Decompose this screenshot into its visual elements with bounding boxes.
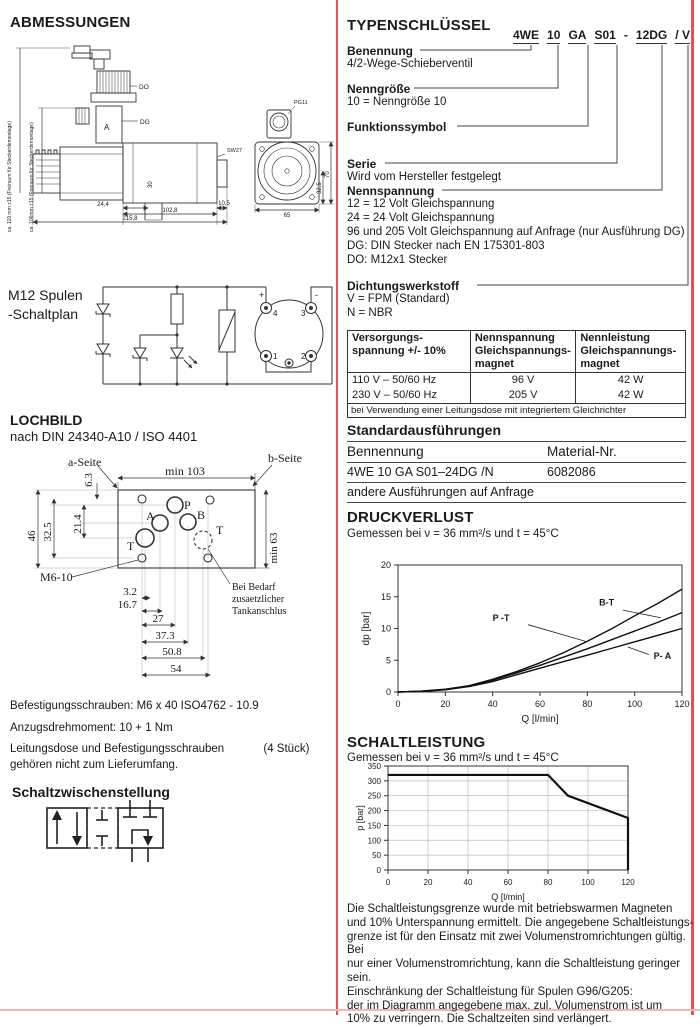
svg-text:40: 40 bbox=[463, 878, 473, 887]
typenschluessel-title: TYPENSCHLÜSSEL bbox=[347, 17, 491, 34]
dim-min63: min 63 bbox=[268, 532, 280, 564]
dim-32-5: 32,5 bbox=[317, 182, 323, 194]
dim-46: 46 bbox=[26, 530, 38, 542]
svg-text:200: 200 bbox=[367, 806, 381, 816]
a-seite-label: a-Seite bbox=[68, 455, 102, 469]
svg-text:250: 250 bbox=[367, 791, 381, 801]
series-P-T bbox=[398, 613, 682, 692]
curve-label-P- A: P- A bbox=[653, 650, 672, 661]
schaltzwischenstellung-title: Schaltzwischenstellung bbox=[12, 784, 170, 800]
svg-text:120: 120 bbox=[621, 878, 635, 887]
section-nenngroesse-line: 10 = Nenngröße 10 bbox=[347, 96, 447, 108]
plus-label: + bbox=[259, 290, 265, 300]
pin-3-label: 3 bbox=[301, 309, 306, 318]
port-p-label: P bbox=[184, 498, 191, 512]
label-a: A bbox=[104, 123, 110, 132]
schaltleistung-subtitle: Gemessen bei ν = 36 mm²/s und t = 45°C bbox=[347, 752, 559, 764]
standard-data-row bbox=[347, 462, 686, 482]
svg-text:10: 10 bbox=[380, 623, 391, 634]
dim-54: 54 bbox=[170, 663, 182, 675]
dim-10-5: 10,5 bbox=[218, 201, 230, 207]
svg-text:0: 0 bbox=[385, 687, 391, 697]
dim-215-8: 215,8 bbox=[122, 216, 138, 222]
code-part-dash: - bbox=[623, 28, 628, 42]
svg-text:80: 80 bbox=[543, 878, 553, 887]
minus-label: - bbox=[315, 290, 318, 300]
section-dichtungswerkstoff-label: Dichtungswerkstoff bbox=[347, 279, 463, 293]
section-nennspannung-line5: DO: M12x1 Stecker bbox=[347, 254, 448, 266]
svg-text:0: 0 bbox=[376, 866, 381, 875]
svg-text:40: 40 bbox=[487, 699, 498, 709]
header-nennleistung-magnet: Nennleistung Gleichspannungs- magnet bbox=[576, 331, 686, 373]
voltage-table bbox=[347, 330, 686, 418]
header-nennspannung-magnet: Nennspannung Gleichspannungs- magnet bbox=[470, 331, 576, 373]
dim-16-7: 16.7 bbox=[117, 599, 137, 611]
x-axis-label: Q [l/min] bbox=[491, 892, 525, 902]
section-funktionssymbol-label: Funktionssymbol bbox=[347, 120, 450, 134]
note-line: und 10% Unterspannung ermittelt. Die angegebene Schaltleistungs- bbox=[347, 916, 694, 929]
svg-text:100: 100 bbox=[627, 699, 643, 709]
svg-text:60: 60 bbox=[534, 699, 546, 709]
dim-27: 27 bbox=[152, 613, 164, 625]
note-line: Die Schaltleistungsgrenze wurde mit betriebswarmen Magneten bbox=[347, 903, 673, 915]
dim-70: 70 bbox=[325, 171, 331, 178]
standard-section bbox=[347, 422, 686, 503]
standard-note-row bbox=[347, 482, 686, 503]
voltage-table-header-row bbox=[348, 331, 686, 373]
dim-6-3: 6.3 bbox=[83, 473, 95, 487]
delivery-note-line2: gehören nicht zum Lieferumfang. bbox=[10, 759, 179, 771]
lochbild-subtitle: nach DIN 24340-A10 / ISO 4401 bbox=[10, 429, 198, 444]
standard-row-name: 4WE 10 GA S01–24DG /N bbox=[347, 465, 494, 479]
y-axis-label: p [bar] bbox=[355, 805, 365, 831]
port-a-label: A bbox=[146, 509, 155, 523]
code-part-s01: S01 bbox=[594, 28, 616, 42]
label-sw27: SW27 bbox=[227, 148, 242, 154]
abmessungen-drawing bbox=[0, 42, 337, 277]
abmessungen-title: ABMESSUNGEN bbox=[10, 14, 131, 31]
svg-text:20: 20 bbox=[440, 699, 451, 709]
section-nennspannung-line4: DG: DIN Stecker nach EN 175301-803 bbox=[347, 240, 545, 252]
port-b-label: B bbox=[197, 508, 206, 522]
svg-text:15: 15 bbox=[380, 591, 391, 602]
dim-65: 65 bbox=[283, 213, 291, 219]
standard-col-materialnr: Material-Nr. bbox=[547, 444, 617, 459]
tank-note-line3: Tankanschlus bbox=[232, 606, 287, 617]
m12-schaltplan-title: M12 Spulen -Schaltplan bbox=[8, 287, 83, 322]
section-benennung-label: Benennung bbox=[347, 44, 417, 58]
four-pieces-note: (4 Stück) bbox=[263, 743, 310, 755]
note-line: grenze ist für den Einsatz mit zwei Volumenstromrichtungen gültig. Bei bbox=[347, 930, 686, 957]
section-nennspannung-line2: 24 = 24 Volt Gleichspannung bbox=[347, 212, 495, 224]
svg-text:20: 20 bbox=[423, 878, 433, 887]
code-part-v: / V bbox=[675, 28, 690, 42]
dim-102-8: 102,8 bbox=[162, 208, 178, 214]
code-part-4we: 4WE bbox=[513, 28, 540, 42]
schaltleistung-chart bbox=[345, 757, 695, 902]
header-versorgungsspannung: Versorgungs- spannung +/- 10% bbox=[348, 331, 471, 373]
standard-col-bennennung: Bennennung bbox=[347, 444, 424, 459]
svg-text:100: 100 bbox=[581, 878, 595, 887]
druckverlust-subtitle: Gemessen bei ν = 36 mm²/s und t = 45°C bbox=[347, 528, 559, 540]
schaltleistung-title: SCHALTLEISTUNG bbox=[347, 734, 486, 751]
pin-1-label: 1 bbox=[273, 352, 278, 361]
section-dichtungswerkstoff-line2: N = NBR bbox=[347, 307, 393, 319]
dim-21-4: 21.4 bbox=[72, 514, 84, 534]
svg-text:150: 150 bbox=[367, 821, 381, 831]
port-t1-label: T bbox=[127, 539, 135, 553]
label-pg11: PG11 bbox=[294, 100, 308, 106]
curve-label-B-T: B-T bbox=[599, 597, 615, 608]
section-nenngroesse-label: Nenngröße bbox=[347, 82, 414, 96]
svg-text:80: 80 bbox=[582, 699, 593, 709]
pin-2-label: 2 bbox=[301, 352, 306, 361]
dim-37-3: 37.3 bbox=[155, 630, 175, 642]
m6-10-label: M6-10 bbox=[40, 570, 73, 584]
voltage-table-footer-row: bei Verwendung einer Leitungsdose mit integriertem Gleichrichter bbox=[348, 403, 686, 417]
standard-header-row bbox=[347, 441, 686, 462]
standard-note: andere Ausführungen auf Anfrage bbox=[347, 485, 534, 499]
dim-min103: min 103 bbox=[165, 464, 205, 478]
dim-30: 30 bbox=[148, 181, 154, 188]
standard-row-nr: 6082086 bbox=[547, 465, 596, 479]
note-line: Einschränkung der Schaltleistung für Spulen G96/G205: bbox=[347, 985, 633, 998]
port-t2-label: T bbox=[216, 523, 224, 537]
svg-text:20: 20 bbox=[380, 560, 391, 570]
tank-note-line2: zusaetzlicher bbox=[232, 594, 285, 605]
series-P-A bbox=[398, 629, 682, 693]
standard-title: Standardausführungen bbox=[347, 422, 502, 438]
dim-24-4: 24,4 bbox=[97, 202, 109, 208]
section-serie-line: Wird vom Hersteller festgelegt bbox=[347, 171, 502, 183]
svg-text:5: 5 bbox=[385, 655, 391, 666]
svg-text:120: 120 bbox=[674, 699, 690, 709]
delivery-note-line1: Leitungsdose und Befestigungsschrauben (4 Stück) bbox=[10, 743, 310, 755]
note-line: nur einer Volumenstromrichtung, kann die Schaltleistung geringer sein. bbox=[347, 958, 681, 984]
dim-50-8: 50.8 bbox=[162, 646, 182, 658]
type-code bbox=[513, 28, 690, 44]
x-axis-label: Q [l/min] bbox=[521, 714, 559, 725]
section-serie-label: Serie bbox=[347, 157, 380, 171]
svg-text:50: 50 bbox=[372, 851, 381, 861]
svg-text:60: 60 bbox=[503, 878, 513, 887]
curve-label-P -T: P -T bbox=[492, 612, 510, 623]
screws-note: Befestigungsschrauben: M6 x 40 ISO4762 - 10.9 bbox=[10, 700, 259, 712]
label-do: DO bbox=[139, 84, 149, 91]
dim-32-5: 32.5 bbox=[42, 522, 54, 542]
section-dichtungswerkstoff-line1: V = FPM (Standard) bbox=[347, 293, 450, 305]
section-nennspannung-label: Nennspannung bbox=[347, 184, 438, 198]
b-seite-label: b-Seite bbox=[268, 451, 302, 465]
druckverlust-chart bbox=[345, 557, 695, 732]
code-part-10: 10 bbox=[547, 28, 561, 42]
code-part-12dg: 12DG bbox=[635, 28, 668, 42]
section-nennspannung-line3: 96 und 205 Volt Gleichspannung auf Anfrage (nur Ausführung DG) bbox=[347, 226, 685, 238]
lochbild-drawing bbox=[0, 448, 337, 693]
y-axis-label: dp [bar] bbox=[361, 611, 372, 646]
svg-text:0: 0 bbox=[385, 878, 391, 887]
schaltleistung-note-paragraph bbox=[347, 903, 695, 1027]
voltage-table-row-230: 230 V – 50/60 Hz 205 V 42 W bbox=[348, 388, 686, 403]
torque-note: Anzugsdrehmoment: 10 + 1 Nm bbox=[10, 722, 173, 734]
druckverlust-title: DRUCKVERLUST bbox=[347, 509, 474, 526]
tank-note-line1: Bei Bedarf bbox=[232, 582, 276, 593]
valve-symbol-diagram bbox=[25, 800, 225, 880]
svg-text:300: 300 bbox=[367, 776, 381, 786]
svg-text:350: 350 bbox=[367, 762, 381, 771]
section-nennspannung-line1: 12 = 12 Volt Gleichspannung bbox=[347, 198, 495, 210]
lochbild-title: LOCHBILD bbox=[10, 412, 83, 428]
voltage-table-row-110: 110 V – 50/60 Hz 96 V 42 W bbox=[348, 372, 686, 387]
label-dg: DG bbox=[140, 119, 150, 126]
note-line: 10% zu verringern. Die Schaltzeiten sind verlängert. bbox=[347, 1013, 612, 1026]
clearance-note-2: ca. 106mm ±15 (Freiraum für Steckerdemontage) bbox=[29, 122, 35, 232]
dim-3-2: 3.2 bbox=[123, 586, 137, 598]
svg-text:0: 0 bbox=[395, 699, 401, 709]
m12-circuit-diagram bbox=[0, 276, 337, 406]
code-part-ga: GA bbox=[568, 28, 587, 42]
svg-text:100: 100 bbox=[367, 836, 381, 846]
note-line: der im Diagramm angegebene max. zul. Volumenstrom ist um bbox=[347, 999, 663, 1012]
section-benennung-line: 4/2-Wege-Schieberventil bbox=[347, 58, 473, 70]
clearance-note-1: ca. 119 mm ±15 (Freiraum für Steckerdemontage) bbox=[7, 121, 13, 232]
pin-4-label: 4 bbox=[273, 309, 278, 318]
